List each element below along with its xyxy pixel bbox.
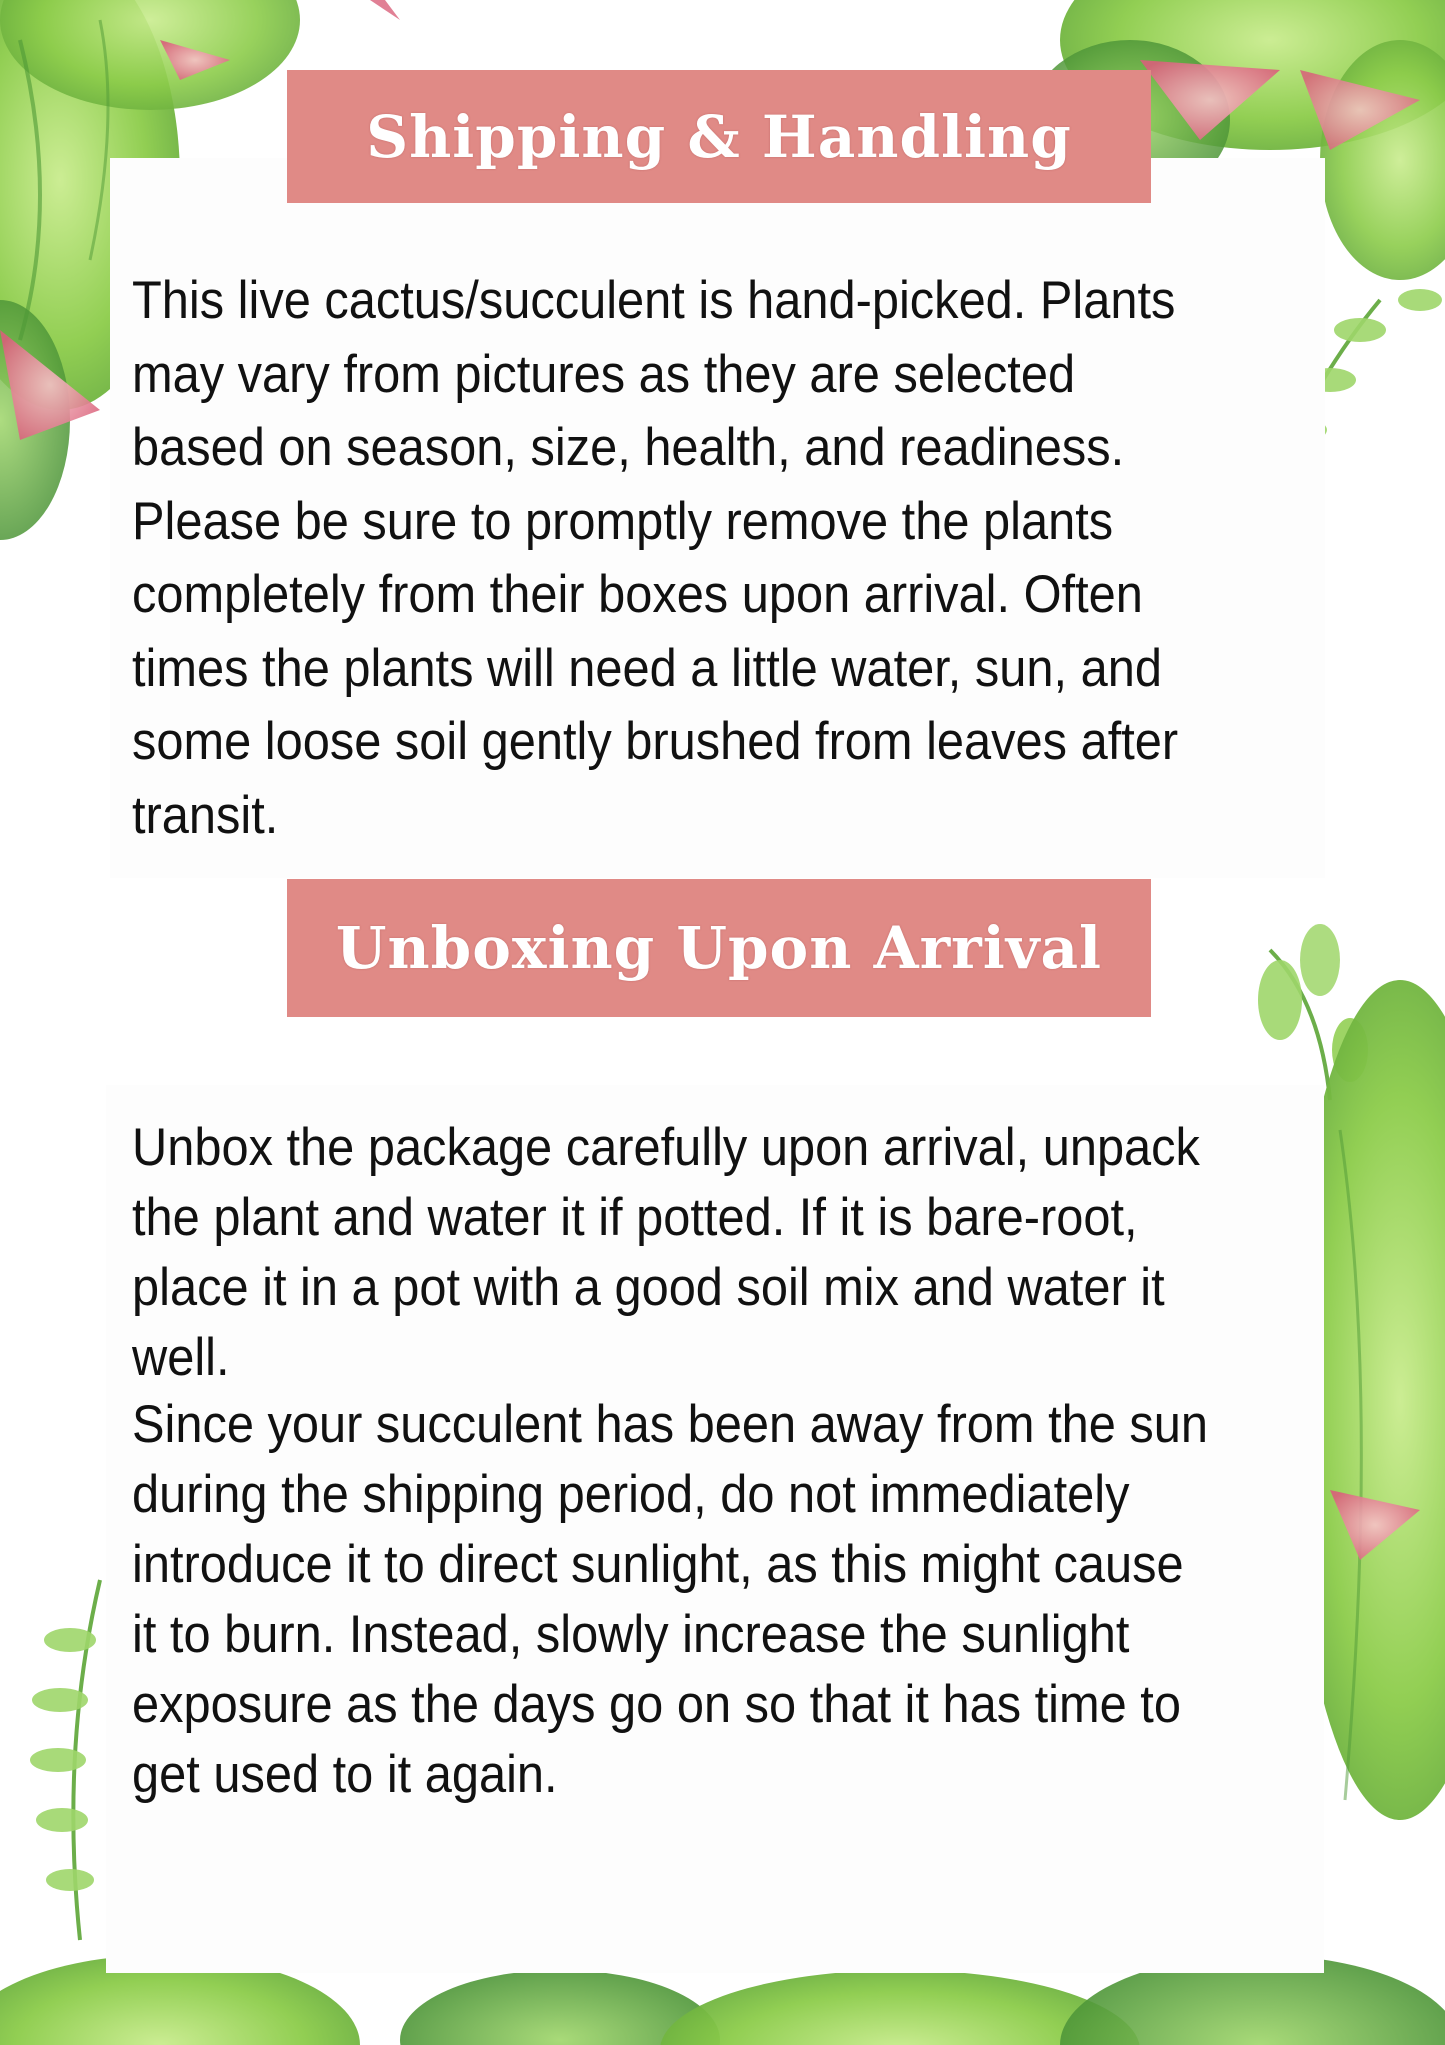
unboxing-paragraph-2: Since your succulent has been away from the sun during the shipping period, do not immediately introduce it to direct sunlight, as this might cause it to burn. Instead, slowly increase the sunlight exposure as the days go on so that it has time to get used to it again. bbox=[132, 1395, 1209, 1804]
fern-left-side-icon bbox=[30, 1580, 100, 1940]
shipping-paragraph: This live cactus/succulent is hand-picked. Plants may vary from pictures as they are selected based on season, size, health, and readiness. Please be sure to promptly remove the plants completely from their boxes upon arrival. Often times the plants will need a little water, sun, and some loose soil gently brushed from leaves after transit. bbox=[132, 271, 1179, 845]
unboxing-paragraph-1: Unbox the package carefully upon arrival, unpack the plant and water it if potted. If it is bare-root, place it in a pot with a good soil mix and water it well. bbox=[132, 1118, 1200, 1387]
unboxing-heading: Unboxing Upon Arrival bbox=[287, 879, 1151, 1017]
shipping-heading: Shipping & Handling bbox=[287, 70, 1151, 203]
